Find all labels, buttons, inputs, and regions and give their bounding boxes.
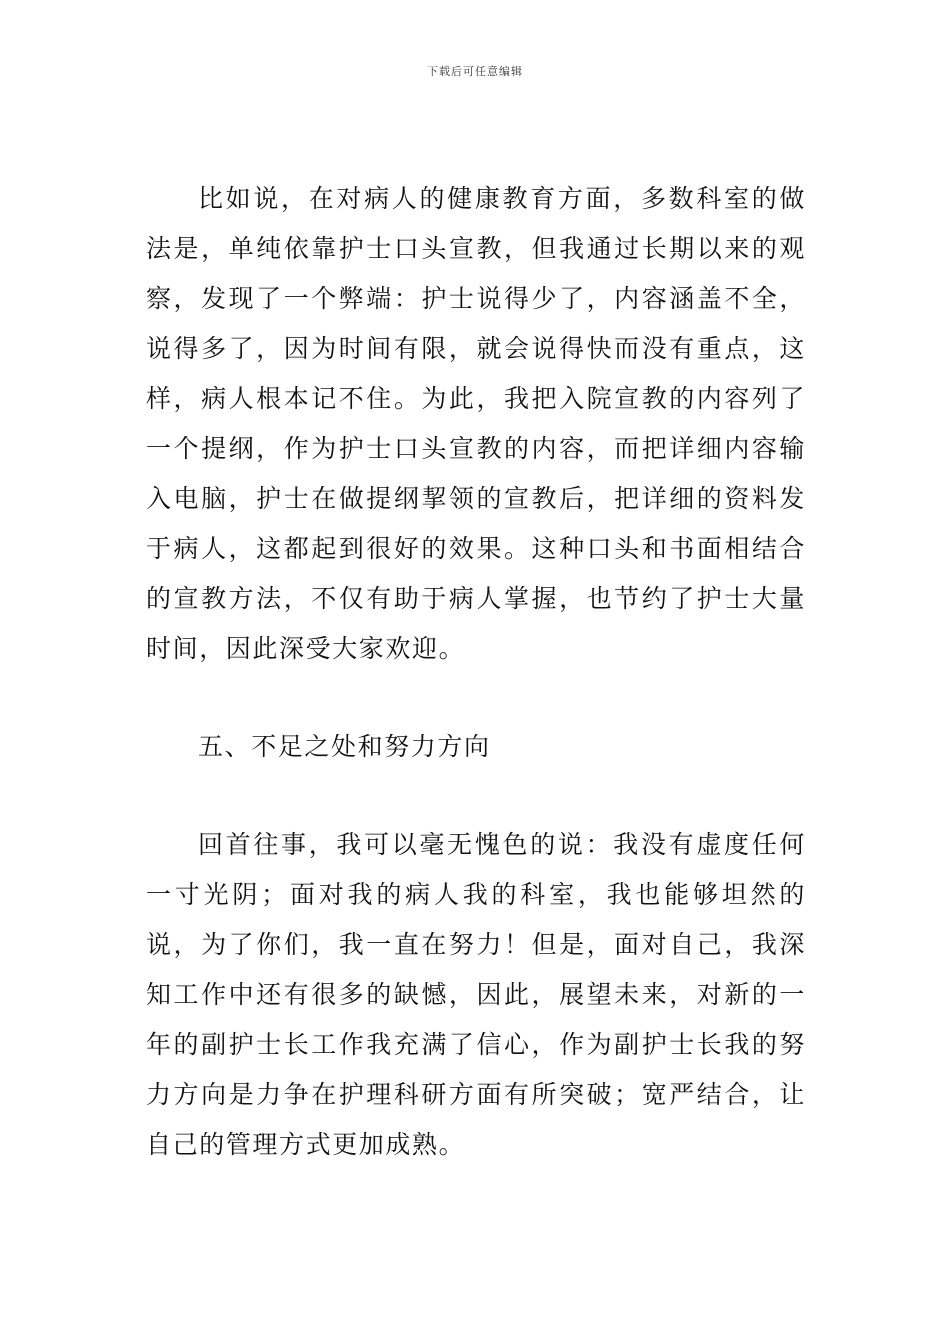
section-heading: 五、不足之处和努力方向 <box>198 732 491 761</box>
paragraph-outlook: 回首往事，我可以毫无愧色的说：我没有虚度任何一寸光阴；面对我的病人我的科室，我也能够坦然的说，为了你们，我一直在努力！但是，面对自己，我深知工作中还有很多的缺憾，因此，展望未来，对新的一年的副护士长工作我充满了信心，作为副护士长我的努力方向是力争在护理科研方面有所突破；宽严结合，让自己的管理方式更加成熟。 <box>146 830 806 1159</box>
page-header: 下载后可任意编辑 <box>427 65 523 78</box>
paragraph-health-education: 比如说，在对病人的健康教育方面，多数科室的做法是，单纯依靠护士口头宣教，但我通过长期以来的观察，发现了一个弊端：护士说得少了，内容涵盖不全，说得多了，因为时间有限，就会说得快而没有重点，这样，病人根本记不住。为此，我把入院宣教的内容列了一个提纲，作为护士口头宣教的内容，而把详细内容输入电脑，护士在做提纲挈领的宣教后，把详细的资料发于病人，这都起到很好的效果。这种口头和书面相结合的宣教方法，不仅有助于病人掌握，也节约了护士大量时间，因此深受大家欢迎。 <box>146 184 806 663</box>
